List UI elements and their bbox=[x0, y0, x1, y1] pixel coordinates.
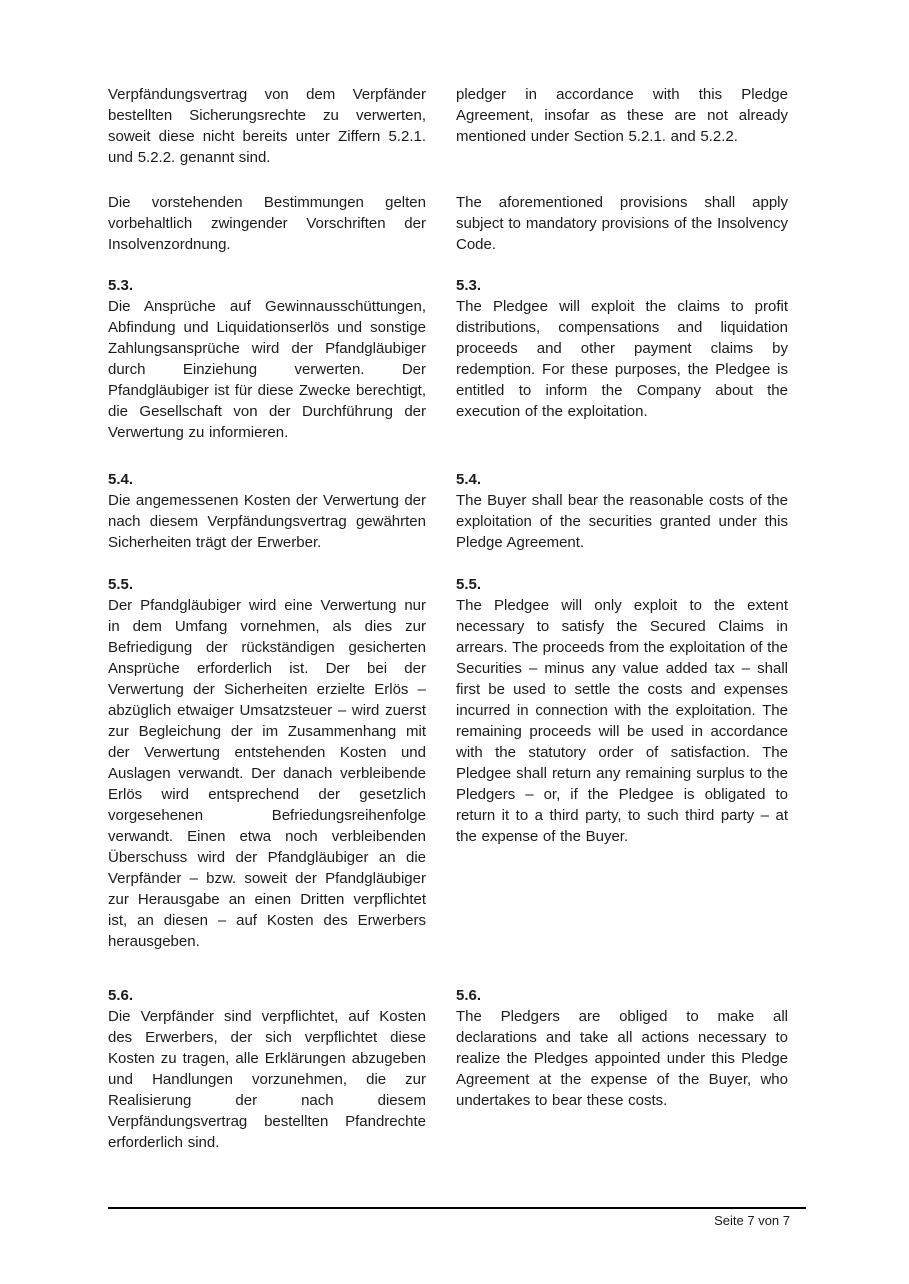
section-number-en: 5.6. bbox=[456, 987, 482, 1004]
paragraph-en: The Pledgee will exploit the claims to profit distributions, compensations and liquidation proceeds and other payment claims by redemption. For these purposes, the Pledgee is entitled to inform the Company about the execution of the exploitation. bbox=[456, 298, 788, 420]
section-row bbox=[108, 84, 788, 168]
section-row bbox=[108, 985, 788, 1153]
paragraph-de: Der Pfandgläubiger wird eine Verwertung nur in dem Umfang vornehmen, als dies zur Befriedigung der rückständigen gesicherten Ansprüche erforderlich ist. Der bei der Verwertung der Sicherheiten erzielte Erlös – abzüglich etwaiger Umsatzsteuer – wird zuerst zur Begleichung der im Zusammenhang mit der Verwertung entstehenden Kosten und Auslagen verwandt. Der danach verbleibende Erlös wird entsprechend der gesetzlich vorgesehenen Befriedungsreihenfolge verwandt. Einen etwa noch verbleibenden Überschuss wird der Pfandgläubiger an die Verpfänder – bzw. soweit der Pfandgläubiger zur Herausgabe an einen Dritten verpflichtet ist, an diesen – auf Kosten des Erwerbers herausgeben. bbox=[108, 597, 426, 950]
paragraph-de: Die angemessenen Kosten der Verwertung der nach diesem Verpfändungsvertrag gewährten Sicherheiten trägt der Erwerber. bbox=[108, 492, 426, 551]
section-number-de: 5.6. bbox=[108, 987, 134, 1004]
page-number-label: Seite 7 von 7 bbox=[714, 1213, 790, 1228]
paragraph-en: The Pledgers are obliged to make all declarations and take all actions necessary to realize the Pledges appointed under this Pledge Agreement at the expense of the Buyer, who undertakes to bear these costs. bbox=[456, 1008, 788, 1109]
english-column-cell bbox=[456, 192, 788, 255]
section-row bbox=[108, 469, 788, 553]
english-column-cell bbox=[456, 574, 788, 952]
paragraph-de: Die Verpfänder sind verpflichtet, auf Kosten des Erwerbers, der sich verpflichtet diese Kosten zu tragen, alle Erklärungen abzugeben und Handlungen vorzunehmen, die zur Realisierung der nach diesem Verpfändungsvertrag bestellten Pfandrechte erforderlich sind. bbox=[108, 1008, 426, 1151]
document-body bbox=[108, 84, 788, 1153]
section-number-en: 5.5. bbox=[456, 576, 482, 593]
german-column-cell bbox=[108, 275, 426, 443]
section-row bbox=[108, 275, 788, 443]
paragraph-en: pledger in accordance with this Pledge Agreement, insofar as these are not already mentioned under Section 5.2.1. and 5.2.2. bbox=[456, 86, 788, 145]
english-column-cell bbox=[456, 469, 788, 553]
section-number-en: 5.4. bbox=[456, 471, 482, 488]
paragraph-en: The Buyer shall bear the reasonable costs of the exploitation of the securities granted under this Pledge Agreement. bbox=[456, 492, 788, 551]
german-column-cell bbox=[108, 469, 426, 553]
german-column-cell bbox=[108, 574, 426, 952]
paragraph-de: Die Ansprüche auf Gewinnausschüttungen, Abfindung und Liquidationserlös und sonstige Zahlungsansprüche wird der Pfandgläubiger durch Einziehung verwerten. Der Pfandgläubiger ist für diese Zwecke berechtigt, die Gesellschaft von der Durchführung der Verwertung zu informieren. bbox=[108, 298, 426, 441]
english-column-cell bbox=[456, 84, 788, 168]
page-footer bbox=[108, 1207, 806, 1230]
paragraph-de: Die vorstehenden Bestimmungen gelten vorbehaltlich zwingender Vorschriften der Insolvenzordnung. bbox=[108, 194, 426, 253]
section-number-de: 5.5. bbox=[108, 576, 134, 593]
section-number-de: 5.3. bbox=[108, 277, 134, 294]
english-column-cell bbox=[456, 275, 788, 443]
section-number-en: 5.3. bbox=[456, 277, 482, 294]
paragraph-en: The Pledgee will only exploit to the extent necessary to satisfy the Secured Claims in arrears. The proceeds from the exploitation of the Securities – minus any value added tax – shall first be used to settle the costs and expenses incurred in connection with the exploitation. The remaining proceeds will be used in accordance with the statutory order of satisfaction. The Pledgee shall return any remaining surplus to the Pledgers – or, if the Pledgee is obligated to return it to a third party, to such third party – at the expense of the Buyer. bbox=[456, 597, 788, 845]
german-column-cell bbox=[108, 192, 426, 255]
section-row bbox=[108, 574, 788, 952]
section-row bbox=[108, 192, 788, 255]
english-column-cell bbox=[456, 985, 788, 1153]
german-column-cell bbox=[108, 985, 426, 1153]
section-number-de: 5.4. bbox=[108, 471, 134, 488]
paragraph-de: Verpfändungsvertrag von dem Verpfänder bestellten Sicherungsrechte zu verwerten, soweit diese nicht bereits unter Ziffern 5.2.1. und 5.2.2. genannt sind. bbox=[108, 86, 426, 166]
paragraph-en: The aforementioned provisions shall apply subject to mandatory provisions of the Insolvency Code. bbox=[456, 194, 788, 253]
german-column-cell bbox=[108, 84, 426, 168]
